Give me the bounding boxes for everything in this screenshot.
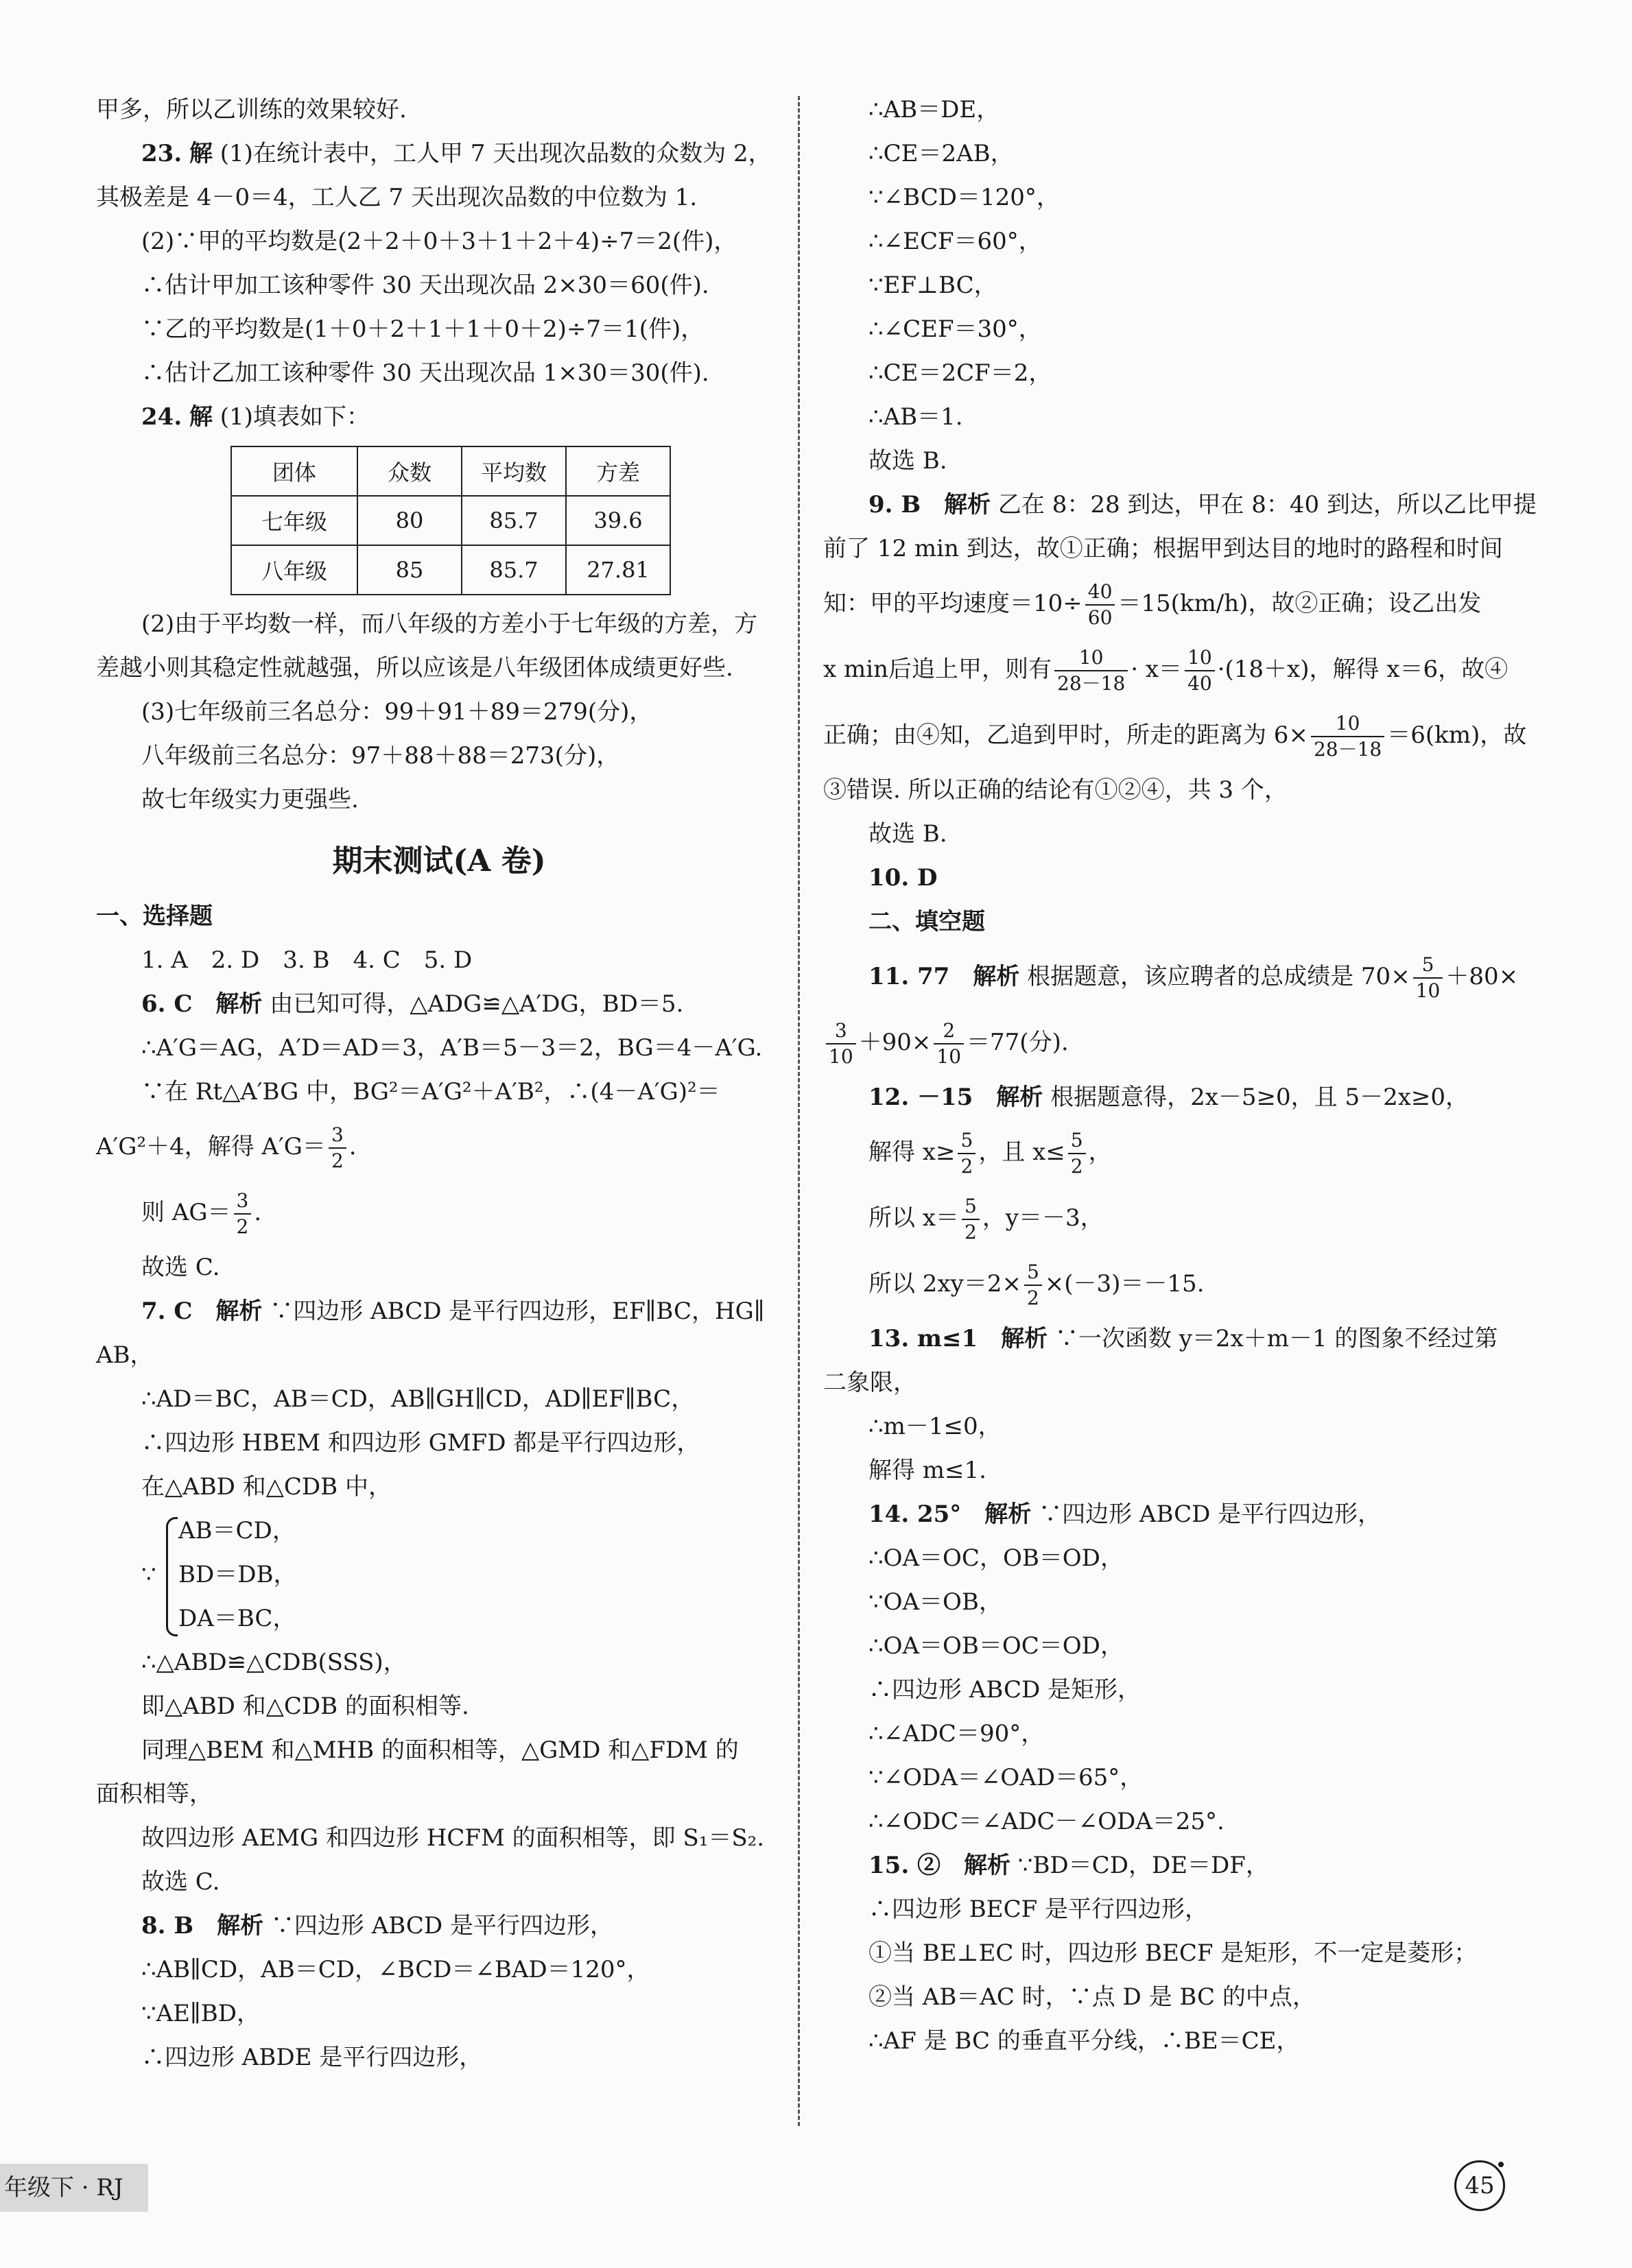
text-line: ∴OA＝OB＝OC＝OD， <box>868 1632 1124 1660</box>
text-line: ∴A′G＝AG，A′D＝AD＝3，A′B＝5－3＝2，BG＝4－A′G. <box>141 1034 763 1062</box>
question-24 <box>96 395 782 439</box>
table-header: 方差 <box>566 446 670 496</box>
denominator: 2 <box>1026 1287 1039 1309</box>
denominator: 40 <box>1187 672 1212 695</box>
question-6 <box>96 982 782 1026</box>
text-line: (2)∵甲的平均数是(2＋2＋0＋3＋1＋2＋4)÷7＝2(件)， <box>141 228 737 255</box>
stats-table <box>230 446 671 595</box>
text-line: 根据题意得，2x－5≥0，且 5－2x≥0， <box>1043 1084 1469 1111</box>
numerator: 5 <box>962 1194 980 1220</box>
text-line: 乙在 8：28 到达，甲在 8：40 到达，所以乙比甲提 <box>991 491 1537 518</box>
brace <box>141 1509 178 1640</box>
text-line: ∴四边形 ABDE 是平行四边形， <box>141 2044 483 2071</box>
subsection-heading: 一、选择题 <box>96 903 213 930</box>
equation: DA＝BC， <box>178 1605 296 1632</box>
denominator: 28－18 <box>1057 672 1126 695</box>
fraction <box>1185 645 1215 696</box>
text-line: ∵∠ODA＝∠OAD＝65°， <box>868 1764 1144 1791</box>
formula-line <box>823 1119 1516 1185</box>
numerator: 5 <box>1024 1260 1042 1286</box>
text-line: ∴AF 是 BC 的垂直平分线，∴BE＝CE， <box>868 2027 1300 2055</box>
numerator: 5 <box>1068 1128 1086 1154</box>
question-number: 24. <box>141 403 182 431</box>
text-line: ∴OA＝OC，OB＝OD， <box>868 1544 1124 1572</box>
column-divider <box>798 96 800 2126</box>
numerator: 3 <box>329 1123 346 1149</box>
question-23 <box>96 132 782 176</box>
table-header: 团体 <box>231 446 357 496</box>
denominator: 2 <box>1070 1155 1083 1178</box>
answer-line: 10. D <box>868 864 938 892</box>
question-8 <box>96 1904 782 1948</box>
table-header: 众数 <box>357 446 462 496</box>
equation: AB＝CD， <box>178 1517 296 1544</box>
text-line: ∵四边形 ABCD 是平行四边形， <box>263 1912 613 1939</box>
question-7 <box>96 1289 782 1333</box>
left-column <box>96 88 782 2079</box>
text-line: ∵四边形 ABCD 是平行四边形，EF∥BC，HG∥ <box>262 1298 765 1325</box>
answer-label: 解 <box>189 403 213 431</box>
text-line: ∵BD＝CD，DE＝DF， <box>1010 1852 1269 1879</box>
question-12 <box>823 1075 1516 1119</box>
text-line: 其极差是 4－0＝4，工人乙 7 天出现次品数的中位数为 1. <box>96 184 698 211</box>
text-line: ＝6(km)，故 <box>1387 721 1527 749</box>
denominator: 2 <box>236 1215 249 1238</box>
section-title: 期末测试(A 卷) <box>332 844 546 879</box>
text-line: ∴估计甲加工该种零件 30 天出现次品 2×30＝60(件). <box>141 272 709 299</box>
table-cell: 七年级 <box>231 496 357 545</box>
fraction <box>1054 645 1128 696</box>
formula-line <box>823 636 1516 702</box>
numerator: 10 <box>1185 645 1215 671</box>
brace-line <box>166 1517 178 1636</box>
text-line: ∴四边形 BECF 是平行四边形， <box>868 1896 1209 1923</box>
text-line: ＝77(分). <box>967 1029 1069 1056</box>
text-line: 故选 C. <box>141 1254 220 1281</box>
question-13 <box>823 1317 1516 1361</box>
denominator: 2 <box>960 1155 973 1178</box>
table-cell: 80 <box>357 496 462 545</box>
numerator: 10 <box>1054 645 1128 671</box>
table-cell: 85.7 <box>462 496 566 545</box>
text-line: ∴∠ECF＝60°， <box>868 228 1042 255</box>
text-line: 故选 B. <box>868 820 947 848</box>
text-line: ∴CE＝2CF＝2， <box>868 359 1052 387</box>
subsection-heading: 二、填空题 <box>868 908 985 935</box>
formula-line <box>823 702 1527 768</box>
fraction <box>962 1194 980 1245</box>
question-head: 7. C 解析 <box>141 1298 263 1325</box>
text-line: ∵在 Rt△A′BG 中，BG²＝A′G²＋A′B²，∴(4－A′G)²＝ <box>141 1078 720 1106</box>
text-line: ∴∠ODC＝∠ADC－∠ODA＝25°. <box>868 1808 1225 1835</box>
table-cell: 85 <box>357 545 462 595</box>
text-line: ＋80× <box>1445 963 1519 990</box>
text-line: 面积相等， <box>96 1780 213 1808</box>
denominator: 2 <box>964 1221 977 1243</box>
text-line: ∴CE＝2AB， <box>868 140 1014 167</box>
text-line: ，且 x≤ <box>978 1138 1065 1166</box>
page-dot <box>1498 2162 1504 2167</box>
formula-line <box>823 571 1516 636</box>
text-line: 即△ABD 和△CDB 的面积相等. <box>141 1693 469 1720</box>
because-symbol: ∵ <box>141 1561 156 1588</box>
question-9 <box>823 483 1537 527</box>
question-15 <box>823 1843 1516 1887</box>
text-line: ∵OA＝OB， <box>868 1588 1002 1616</box>
fraction <box>934 1018 964 1069</box>
text-line: 解得 x≥ <box>868 1138 956 1166</box>
text-line: ， <box>1088 1138 1112 1166</box>
denominator: 60 <box>1087 606 1113 629</box>
text-line: 前了 12 min 到达，故①正确；根据甲到达目的地时的路程和时间 <box>823 535 1503 562</box>
text-line: ×(－3)＝－15. <box>1044 1270 1205 1298</box>
text-line: 则 AG＝ <box>141 1199 231 1226</box>
text-line: ∴AB＝1. <box>868 403 963 431</box>
question-head: 13. m≤1 解析 <box>868 1325 1048 1352</box>
text-line: 所以 x＝ <box>868 1204 959 1232</box>
text-line: 解得 m≤1. <box>868 1457 986 1484</box>
table-header-row <box>231 446 670 496</box>
question-head: 15. ② 解析 <box>868 1852 1010 1879</box>
text-line: ，y＝－3， <box>982 1204 1104 1232</box>
text-line: ∴m－1≤0， <box>868 1413 1002 1440</box>
text-line: ＝15(km/h)，故②正确；设乙出发 <box>1117 590 1482 617</box>
equation: BD＝DB， <box>178 1561 297 1588</box>
text-line: A′G²＋4，解得 A′G＝ <box>96 1133 326 1160</box>
text-line: 故选 B. <box>868 447 947 475</box>
question-head: 9. B 解析 <box>868 491 991 518</box>
question-14 <box>823 1492 1516 1536</box>
text-line: x min后追上甲，则有 <box>823 656 1052 683</box>
table-row <box>231 545 670 595</box>
question-11 <box>823 944 1519 1010</box>
fraction <box>1311 711 1384 762</box>
text-line: (2)由于平均数一样，而八年级的方差小于七年级的方差，方 <box>141 610 758 638</box>
fraction <box>1024 1260 1042 1311</box>
text-line: ∴AB∥CD，AB＝CD，∠BCD＝∠BAD＝120°， <box>141 1956 650 1983</box>
fraction <box>826 1018 856 1069</box>
text-line: ∵∠BCD＝120°， <box>868 184 1060 211</box>
question-head: 6. C 解析 <box>141 990 263 1018</box>
table-header: 平均数 <box>462 446 566 496</box>
text-line: ①当 BE⊥EC 时，四边形 BECF 是矩形，不一定是菱形； <box>868 1939 1478 1967</box>
formula-line: A′G²＋4，解得 A′G＝ $\frac{3}{2}$ . <box>96 1123 357 1172</box>
text-line: ∴∠ADC＝90°， <box>868 1720 1045 1747</box>
question-head: 8. B 解析 <box>141 1912 264 1939</box>
numerator: 3 <box>826 1018 856 1045</box>
text-line: 差越小则其稳定性就越强，所以应该是八年级团体成绩更好些. <box>96 654 733 682</box>
text-line: (3)七年级前三名总分：99＋91＋89＝279(分)， <box>141 698 653 726</box>
formula-line <box>823 1010 1516 1075</box>
text-line: ∴△ABD≌△CDB(SSS)， <box>141 1649 407 1676</box>
text-line: 同理△BEM 和△MHB 的面积相等，△GMD 和△FDM 的 <box>141 1736 739 1764</box>
text-line: 故四边形 AEMG 和四边形 HCFM 的面积相等，即 S₁＝S₂. <box>141 1824 765 1852</box>
text-line: 故选 C. <box>141 1868 220 1896</box>
denominator: 10 <box>936 1045 962 1068</box>
fraction <box>1413 953 1443 1003</box>
denominator: 2 <box>331 1149 344 1172</box>
page-number: 45 <box>1454 2160 1505 2211</box>
answer-label: 解 <box>189 140 213 167</box>
text-line: ③错误. 所以正确的结论有①②④，共 3 个， <box>823 776 1288 804</box>
equation-system <box>96 1509 782 1640</box>
denominator: 28－18 <box>1313 738 1382 761</box>
text-line: ∵EF⊥BC， <box>868 272 997 299</box>
numerator: 5 <box>958 1128 975 1154</box>
fraction <box>329 1123 346 1173</box>
text-line: ∴AD＝BC，AB＝CD，AB∥GH∥CD，AD∥EF∥BC， <box>141 1385 695 1413</box>
table-cell: 39.6 <box>566 496 670 545</box>
text-line: (1)填表如下： <box>220 403 370 431</box>
question-head: 11. 77 解析 <box>868 963 1020 990</box>
text-line: ·(18＋x)，解得 x＝6，故④ <box>1217 656 1509 683</box>
text-line: 由已知可得，△ADG≌△A′DG，BD＝5. <box>262 990 684 1018</box>
numerator: 5 <box>1413 953 1443 979</box>
numerator: 40 <box>1085 580 1115 606</box>
fraction <box>958 1128 975 1179</box>
fraction <box>234 1189 252 1239</box>
denominator: 10 <box>1415 979 1441 1002</box>
text-line: 故七年级实力更强些. <box>141 786 359 813</box>
text-line: ∴四边形 HBEM 和四边形 GMFD 都是平行四边形， <box>141 1429 700 1457</box>
text-line: ∵四边形 ABCD 是平行四边形， <box>1031 1501 1382 1528</box>
fraction <box>1068 1128 1086 1179</box>
right-column <box>823 88 1537 2063</box>
text-line: · x＝ <box>1131 656 1183 683</box>
table-cell: 27.81 <box>566 545 670 595</box>
text-line: (1)在统计表中，工人甲 7 天出现次品数的众数为 2， <box>220 140 772 167</box>
numerator: 2 <box>934 1018 964 1045</box>
numerator: 10 <box>1311 711 1384 737</box>
answer-line: 1. A 2. D 3. B 4. C 5. D <box>141 946 473 974</box>
numerator: 3 <box>234 1189 252 1215</box>
table-cell: 85.7 <box>462 545 566 595</box>
text-line: 知：甲的平均速度＝10÷ <box>823 590 1083 617</box>
formula-line <box>823 1251 1516 1317</box>
text-line: ∴AB＝DE， <box>868 96 1000 123</box>
text-line: ②当 AB＝AC 时，∵点 D 是 BC 的中点， <box>868 1983 1316 2011</box>
text-line: ∵AE∥BD， <box>141 2000 260 2027</box>
text-line: 根据题意，该应聘者的总成绩是 70× <box>1019 963 1410 990</box>
text-line: 所以 2xy＝2× <box>868 1270 1021 1298</box>
text-line: ∴四边形 ABCD 是矩形， <box>868 1676 1142 1704</box>
fraction <box>1085 580 1115 630</box>
formula-line <box>823 1185 1516 1251</box>
text-line: 二象限， <box>823 1369 916 1396</box>
question-number: 23. <box>141 140 182 167</box>
text-line: 八年级前三名总分：97＋88＋88＝273(分)， <box>141 742 620 769</box>
text-line: ∴估计乙加工该种零件 30 天出现次品 1×30＝30(件). <box>141 359 709 387</box>
text-line: AB， <box>96 1341 154 1369</box>
grade-label: 年级下 · RJ <box>0 2164 148 2212</box>
text-line: ＋90× <box>858 1029 932 1056</box>
text-line: 正确；由④知，乙追到甲时，所走的距离为 6× <box>823 721 1308 749</box>
denominator: 10 <box>829 1045 853 1068</box>
text-line: ∵一次函数 y＝2x＋m－1 的图象不经过第 <box>1048 1325 1498 1352</box>
question-head: 14. 25° 解析 <box>868 1501 1032 1528</box>
text-line: ∴∠CEF＝30°， <box>868 315 1042 343</box>
text-line: 在△ABD 和△CDB 中， <box>141 1473 392 1501</box>
question-head: 12. －15 解析 <box>868 1084 1043 1111</box>
table-cell: 八年级 <box>231 545 357 595</box>
text-line: 甲多，所以乙训练的效果较好. <box>96 96 407 123</box>
formula-line: 则 AG＝ $\frac{3}{2}$ . <box>141 1189 262 1238</box>
text-line: ∵乙的平均数是(1＋0＋2＋1＋1＋0＋2)÷7＝1(件)， <box>141 315 705 343</box>
table-row <box>231 496 670 545</box>
